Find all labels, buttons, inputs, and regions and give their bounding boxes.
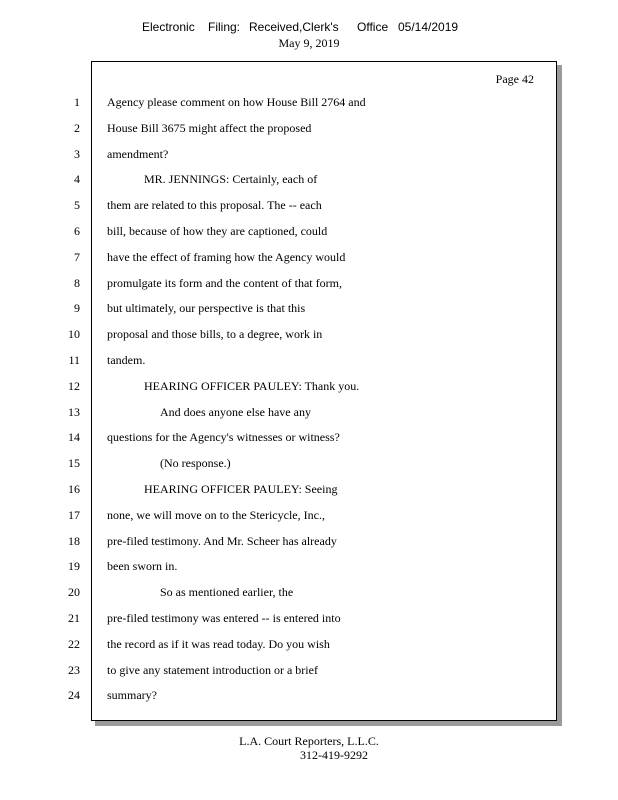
transcript-line-text: And does anyone else have any <box>160 404 311 419</box>
footer-phone: 312-419-9292 <box>300 748 368 762</box>
transcript-line-text: amendment? <box>107 146 169 161</box>
transcript-line-text: questions for the Agency's witnesses or witness? <box>107 430 340 445</box>
line-number: 6 <box>74 224 80 238</box>
transcript-line-text: have the effect of framing how the Agency would <box>107 249 346 264</box>
document-date: May 9, 2019 <box>278 36 340 50</box>
line-number: 5 <box>74 198 80 213</box>
transcript-line-text: bill, because of how they are captioned, could <box>107 224 328 238</box>
transcript-line-text: the record as if it was read today. Do you wish <box>107 636 330 651</box>
line-number: 10 <box>68 327 80 342</box>
filing-word-filing: Filing: <box>208 20 241 34</box>
filing-word-electronic: Electronic <box>142 20 195 34</box>
filing-word-received-clerks: Received,Clerk's <box>249 20 339 34</box>
transcript-line-text: So as mentioned earlier, the <box>160 585 294 600</box>
transcript-line-text: MR. JENNINGS: Certainly, each of <box>144 172 318 187</box>
transcript-line-text: been sworn in. <box>107 559 178 574</box>
transcript-line-text: proposal and those bills, to a degree, work in <box>107 327 323 342</box>
transcript-line-text: none, we will move on to the Stericycle, Inc., <box>107 507 325 522</box>
page-number: Page 42 <box>495 72 534 86</box>
transcript-line-text: (No response.) <box>160 456 231 471</box>
line-number: 3 <box>74 146 80 161</box>
transcript-line-text: tandem. <box>107 353 146 367</box>
transcript-line-text: to give any statement introduction or a brief <box>107 662 318 677</box>
line-number: 15 <box>68 456 80 471</box>
line-number: 14 <box>68 430 80 445</box>
line-number: 9 <box>74 301 80 316</box>
footer-company: L.A. Court Reporters, L.L.C. <box>239 734 379 748</box>
transcript-line-text: promulgate its form and the content of that form, <box>107 275 342 290</box>
line-number: 21 <box>68 611 80 625</box>
filing-date: 05/14/2019 <box>398 20 459 34</box>
line-number: 1 <box>74 95 80 109</box>
transcript-line-text: summary? <box>107 688 157 703</box>
line-number: 4 <box>74 172 80 187</box>
transcript-line-text: HEARING OFFICER PAULEY: Seeing <box>144 482 338 496</box>
transcript-line-text: Agency please comment on how House Bill 2764 and <box>107 95 366 109</box>
line-number: 2 <box>74 120 80 135</box>
transcript-line-text: but ultimately, our perspective is that this <box>107 301 306 316</box>
transcript-line-text: pre-filed testimony. And Mr. Scheer has already <box>107 533 337 548</box>
line-number: 13 <box>68 404 80 419</box>
line-number: 8 <box>74 275 80 290</box>
line-number: 17 <box>68 507 80 522</box>
transcript-line-text: HEARING OFFICER PAULEY: Thank you. <box>144 378 360 393</box>
line-number: 16 <box>68 482 80 496</box>
transcript-line-text: House Bill 3675 might affect the proposed <box>107 120 312 135</box>
line-number: 19 <box>68 559 80 574</box>
line-number: 22 <box>68 636 80 651</box>
line-number: 11 <box>68 353 80 367</box>
line-number: 23 <box>68 662 80 677</box>
line-number: 12 <box>68 378 80 393</box>
filing-word-office: Office <box>357 20 389 34</box>
transcript-line-text: pre-filed testimony was entered -- is entered into <box>107 611 341 625</box>
line-number: 20 <box>68 585 80 600</box>
line-number: 24 <box>68 688 80 703</box>
line-number: 7 <box>74 249 80 264</box>
transcript-line-text: them are related to this proposal. The -- each <box>107 198 322 213</box>
line-number: 18 <box>68 533 80 548</box>
